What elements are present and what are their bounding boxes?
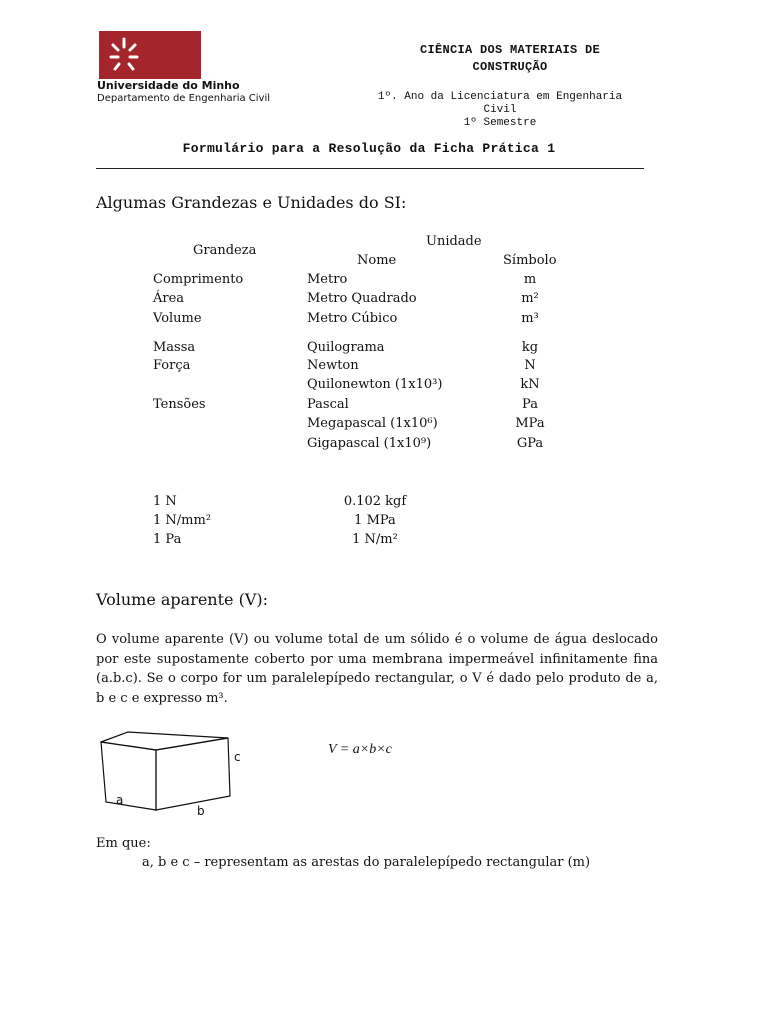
em-que-label: Em que: bbox=[96, 836, 151, 851]
row-nome: Quilonewton (1x10³) bbox=[307, 377, 443, 392]
row-simbolo: kg bbox=[521, 340, 539, 355]
row-grandeza: Força bbox=[153, 358, 191, 373]
course-info bbox=[360, 91, 640, 130]
row-nome: Quilograma bbox=[307, 340, 385, 355]
row-grandeza: Volume bbox=[153, 311, 202, 326]
conversion-left: 1 N/mm² bbox=[153, 513, 212, 528]
volume-formula: V = a×b×c bbox=[328, 742, 392, 757]
si-heading: Algumas Grandezas e Unidades do SI: bbox=[96, 193, 407, 212]
row-nome: Metro bbox=[307, 272, 348, 287]
row-nome: Gigapascal (1x10⁹) bbox=[307, 436, 432, 451]
header-divider bbox=[96, 168, 644, 169]
university-logo bbox=[99, 31, 201, 79]
row-simbolo: N bbox=[524, 358, 536, 373]
form-title: Formulário para a Resolução da Ficha Prática 1 bbox=[182, 141, 556, 156]
edges-definition: a, b e c – representam as arestas do paralelepípedo rectangular (m) bbox=[142, 855, 591, 870]
row-simbolo: kN bbox=[520, 377, 540, 392]
year-line1: 1º. Ano da Licenciatura em Engenharia bbox=[377, 91, 623, 103]
sun-logo-icon bbox=[99, 31, 201, 79]
col-header-unidade: Unidade bbox=[426, 234, 482, 249]
row-nome: Newton bbox=[307, 358, 359, 373]
box-diagram bbox=[96, 728, 246, 822]
row-grandeza: Tensões bbox=[153, 397, 206, 412]
row-simbolo: m² bbox=[521, 291, 539, 306]
conversion-right: 1 N/m² bbox=[352, 532, 398, 547]
row-grandeza: Massa bbox=[153, 340, 196, 355]
row-nome: Metro Cúbico bbox=[307, 311, 398, 326]
conversion-left: 1 Pa bbox=[153, 532, 182, 547]
label-c: c bbox=[234, 750, 241, 764]
conversion-right: 1 MPa bbox=[354, 513, 396, 528]
semester: 1º Semestre bbox=[463, 117, 537, 129]
department-name: Departamento de Engenharia Civil bbox=[97, 93, 271, 104]
volume-heading: Volume aparente (V): bbox=[96, 590, 269, 609]
course-title-line1: CIÊNCIA DOS MATERIAIS DE bbox=[419, 43, 601, 57]
conversion-right: 0.102 kgf bbox=[343, 494, 407, 509]
col-header-simbolo: Símbolo bbox=[503, 253, 557, 268]
row-nome: Metro Quadrado bbox=[307, 291, 417, 306]
volume-paragraph: O volume aparente (V) ou volume total de um sólido é o volume de água deslocado por este supostamente coberto por uma membrana impermeável infinitamente fina (a.b.c). Se o corpo for um paralelepípedo rectangular, o V é dado pelo produto de a, b e c e expresso m³. bbox=[96, 632, 658, 706]
row-nome: Megapascal (1x10⁶) bbox=[307, 416, 438, 431]
row-simbolo: MPa bbox=[515, 416, 545, 431]
row-grandeza: Comprimento bbox=[153, 272, 244, 287]
label-b: b bbox=[197, 804, 205, 818]
conversion-left: 1 N bbox=[153, 494, 177, 509]
col-header-nome: Nome bbox=[357, 253, 397, 268]
row-grandeza: Área bbox=[153, 291, 185, 306]
row-simbolo: Pa bbox=[522, 397, 538, 412]
course-title bbox=[370, 42, 650, 76]
col-header-grandeza: Grandeza bbox=[193, 243, 257, 258]
row-simbolo: m bbox=[523, 272, 537, 287]
row-simbolo: GPa bbox=[516, 436, 544, 451]
row-nome: Pascal bbox=[307, 397, 349, 412]
label-a: a bbox=[116, 793, 124, 807]
year-line2: Civil bbox=[483, 104, 517, 116]
university-name: Universidade do Minho bbox=[97, 79, 240, 92]
course-title-line2: CONSTRUÇÃO bbox=[472, 60, 548, 74]
row-simbolo: m³ bbox=[521, 311, 539, 326]
